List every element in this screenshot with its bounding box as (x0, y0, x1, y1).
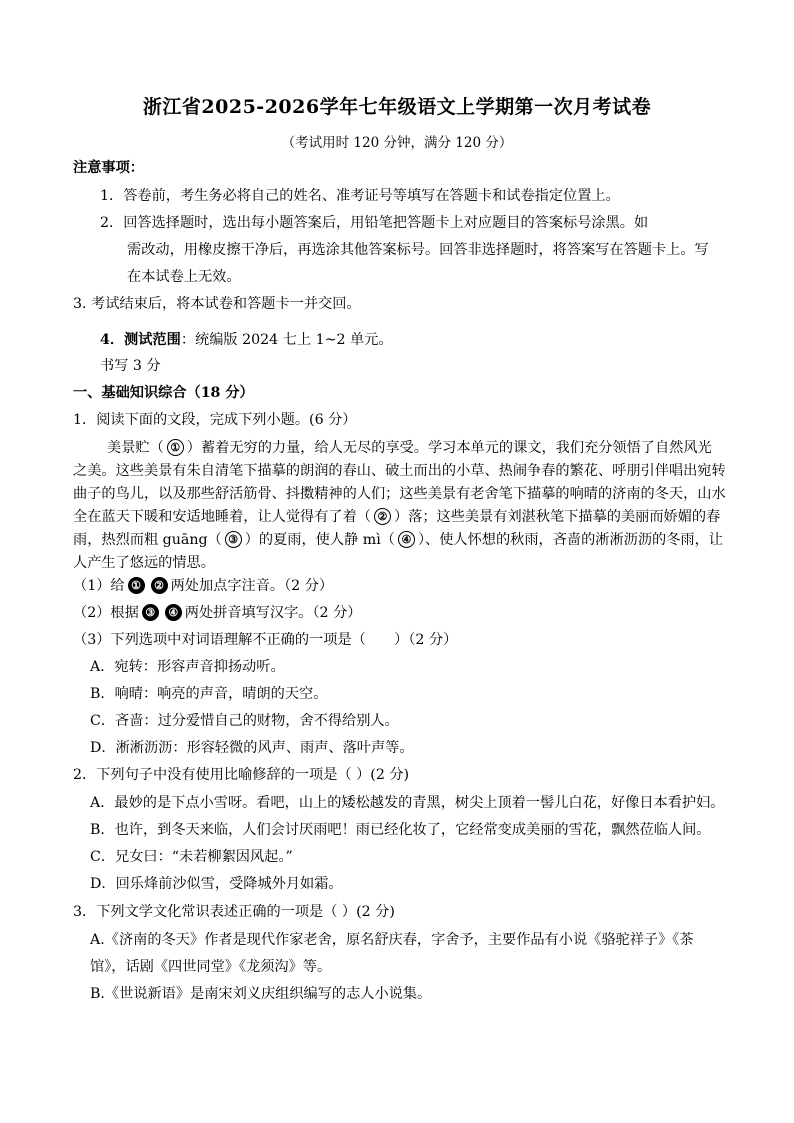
test-scope-text: ：统编版 2024 七上 1~2 单元。 (180, 332, 393, 348)
notice-item-3: 3. 考试结束后，将本试卷和答题卡一并交回。 (73, 296, 361, 312)
passage-line-3: 曲子的鸟儿，以及那些舒活筋骨、抖擞精神的人们；这些美景有老舍笔下描摹的响晴的济南的冬天，山水 (73, 486, 726, 502)
test-scope-label: 4．测试范围 (100, 332, 181, 348)
notice-item-2-line-1: 2．回答选择题时，选出每小题答案后，用铅笔把答题卡上对应题目的答案标号涂黑。如 (100, 215, 649, 231)
blank-marker-4: ④ (398, 531, 415, 548)
writing-score-note: 书写 3 分 (100, 358, 161, 374)
q3-option-b: B.《世说新语》是南宋刘义庆组织编写的志人小说集。 (90, 986, 432, 1002)
q2-option-d: D．回乐烽前沙似雪，受降城外月如霜。 (90, 876, 343, 892)
blank-marker-3: ③ (225, 531, 242, 548)
q2-option-c: C．兄女曰：“未若柳絮因风起。” (90, 849, 293, 865)
passage-line-2: 之美。这些美景有朱自清笔下描摹的朗润的春山、破土而出的小草、热闹争春的繁花、呼朋引伴唱出宛转 (73, 463, 726, 479)
q1-option-b: B．响晴：响亮的声音，晴朗的天空。 (90, 686, 328, 702)
q2-option-b: B．也许，到冬天来临，人们会讨厌雨吧！雨已经化妆了，它经常变成美丽的雪花，飘然莅临人间。 (90, 822, 711, 838)
section-1-heading: 一、基础知识综合（18 分） (73, 385, 254, 401)
subquestion-2: （2）根据 ③ ④ 两处拼音填写汉字。（2 分） (73, 605, 362, 621)
blank-marker-2: ② (374, 508, 391, 525)
subquestion-1: （1）给 ① ② 两处加点字注音。（2 分） (73, 578, 334, 594)
notice-item-2-line-2: 需改动，用橡皮擦干净后，再选涂其他答案标号。回答非选择题时，将答案写在答题卡上。写 (127, 242, 709, 258)
q1-option-a: A．宛转：形容声音抑扬动听。 (90, 659, 285, 675)
question-1-stem: 1．阅读下面的文段，完成下列小题。(6 分） (73, 412, 357, 428)
q2-option-a: A．最妙的是下点小雪呀。看吧，山上的矮松越发的青黑，树尖上顶着一髻儿白花，好像日本看护妇。 (90, 795, 725, 811)
passage-line-1: 美景贮（ ① ）蓄着无穷的力量，给人无尽的享受。学习本单元的课文，我们充分领悟了自然风光 (107, 440, 712, 456)
question-3-stem: 3．下列文学文化常识表述正确的一项是（ ）(2 分) (73, 904, 395, 920)
passage-line-4: 全在蓝天下暖和安适地睡着，让人觉得有了着（ ② ）落；这些美景有刘湛秋笔下描摹的美丽而娇媚的春 (73, 509, 721, 525)
question-2-stem: 2．下列句子中没有使用比喻修辞的一项是（ ）(2 分) (73, 767, 410, 783)
notice-item-2-line-3: 在本试卷上无效。 (127, 269, 241, 285)
passage-line-6: 人产生了悠远的情思。 (73, 555, 215, 571)
q1-option-d: D．淅淅沥沥：形容轻微的风声、雨声、落叶声等。 (90, 740, 414, 756)
q3-option-a-line-2: 馆》，话剧《四世同堂》《龙须沟》等。 (90, 959, 332, 975)
blank-marker-1: ① (167, 439, 184, 456)
passage-line-5: 雨，热烈而粗 guāng（ ③ ）的夏雨，使人静 mì（ ④ ）、使人怀想的秋雨，吝啬的淅淅沥沥的冬雨，让 (73, 532, 723, 548)
notice-item-1: 1．答卷前，考生务必将自己的姓名、准考证号等填写在答题卡和试卷指定位置上。 (100, 188, 620, 204)
q3-option-a-line-1: A.《济南的冬天》作者是现代作家老舍，原名舒庆春，字舍予，主要作品有小说《骆驼祥子》《茶 (90, 932, 694, 948)
page-title: 浙江省2025-2026学年七年级语文上学期第一次月考试卷 (142, 96, 652, 118)
exam-duration-note: （考试用时 120 分钟，满分 120 分） (281, 135, 513, 151)
notice-heading: 注意事项： (73, 160, 144, 176)
notice-item-4 (100, 330, 393, 350)
q1-option-c: C．吝啬：过分爱惜自己的财物，舍不得给别人。 (90, 713, 399, 729)
subquestion-3: （3）下列选项中对词语理解不正确的一项是（ ）（2 分） (73, 632, 458, 648)
